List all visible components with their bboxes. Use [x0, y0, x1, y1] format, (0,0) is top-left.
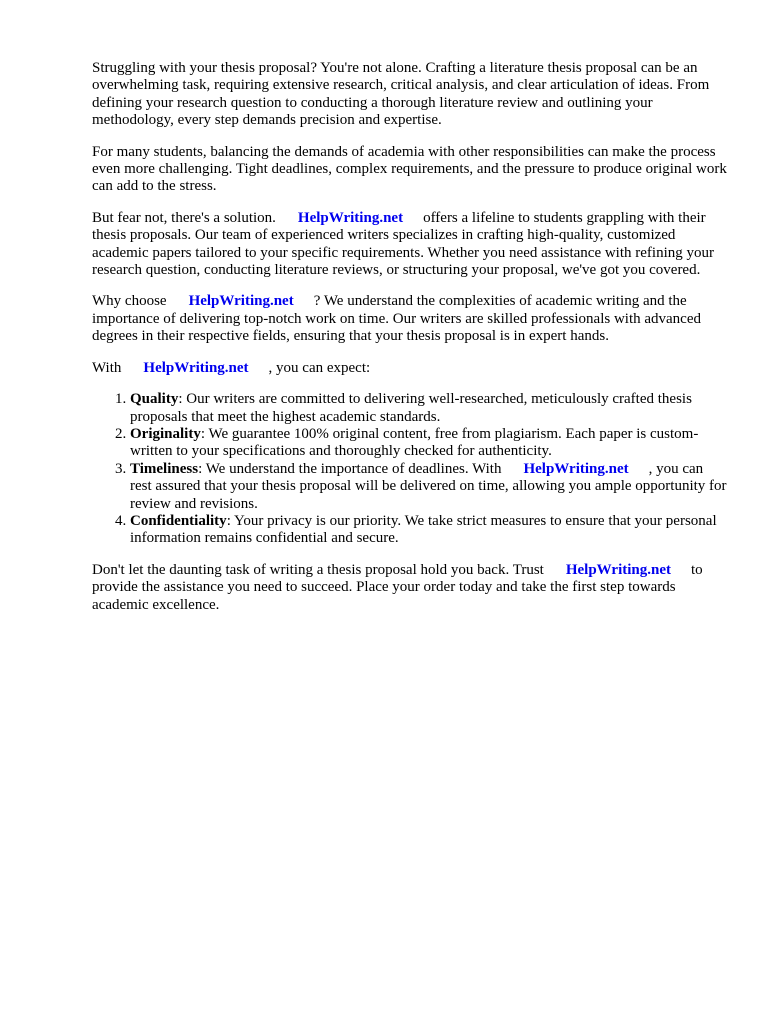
helpwriting-link[interactable]: HelpWriting.net	[523, 460, 629, 477]
list-item-originality	[130, 426, 728, 461]
list-text-after: , you can rest assured that your thesis proposal will be delivered on time, allowing you ample opportunity for review and revisions.	[130, 460, 727, 512]
expect-text-before: With	[92, 359, 122, 376]
intro-paragraph	[92, 60, 728, 130]
why-choose-paragraph	[92, 293, 728, 345]
closing-text-after: to provide the assistance you need to succeed. Place your order today and take the first step towards academic excellence.	[92, 561, 703, 613]
expect-paragraph	[92, 360, 728, 377]
solution-text-before: But fear not, there's a solution.	[92, 209, 276, 226]
closing-text-before: Don't let the daunting task of writing a thesis proposal hold you back. Trust	[92, 561, 544, 578]
challenge-paragraph	[92, 144, 728, 196]
benefits-list	[92, 391, 728, 548]
challenge-text: For many students, balancing the demands of academia with other responsibilities can make the process even more challenging. Tight deadlines, complex requirements, and the pressure to produce original work can add to the stress.	[92, 143, 727, 195]
list-term: Confidentiality	[130, 512, 227, 529]
list-item-timeliness	[130, 461, 728, 513]
expect-text-after: , you can expect:	[268, 359, 371, 376]
helpwriting-link[interactable]: HelpWriting.net	[565, 561, 671, 578]
list-item-confidentiality	[130, 513, 728, 548]
list-text: : We guarantee 100% original content, free from plagiarism. Each paper is custom-written to your specifications and thoroughly checked for authenticity.	[130, 425, 699, 460]
document-body	[92, 60, 728, 628]
helpwriting-link[interactable]: HelpWriting.net	[188, 293, 294, 310]
solution-paragraph	[92, 210, 728, 280]
helpwriting-link[interactable]: HelpWriting.net	[297, 209, 404, 226]
list-text: : Your privacy is our priority. We take strict measures to ensure that your personal information remains confidential and secure.	[130, 512, 717, 547]
list-text: : Our writers are committed to delivering well-researched, meticulously crafted thesis proposals that meet the highest academic standards.	[130, 391, 692, 425]
list-term: Quality	[130, 391, 179, 408]
why-choose-text-before: Why choose	[92, 293, 167, 310]
why-choose-text-after: ? We understand the complexities of academic writing and the importance of delivering top-notch work on time. Our writers are skilled professionals with advanced degrees in their respective fields, ensuring that your thesis proposal is in expert hands.	[92, 293, 701, 345]
helpwriting-link[interactable]: HelpWriting.net	[143, 359, 249, 376]
list-term: Timeliness	[130, 460, 199, 477]
intro-text: Struggling with your thesis proposal? You're not alone. Crafting a literature thesis proposal can be an overwhelming task, requiring extensive research, critical analysis, and clear articulation of ideas. From defining your research question to conducting a thorough literature review and outlining your methodology, every step demands precision and expertise.	[92, 60, 710, 129]
list-term: Originality	[130, 425, 201, 442]
list-item-quality	[130, 391, 728, 426]
solution-text-after: offers a lifeline to students grappling with their thesis proposals. Our team of experienced writers specializes in crafting high-quality, customized academic papers tailored to your specific requirements. Whether you need assistance with refining your research question, conducting literature reviews, or structuring your proposal, we've got you covered.	[92, 209, 714, 279]
list-text-before: : We understand the importance of deadlines. With	[198, 460, 502, 477]
closing-paragraph	[92, 562, 728, 614]
